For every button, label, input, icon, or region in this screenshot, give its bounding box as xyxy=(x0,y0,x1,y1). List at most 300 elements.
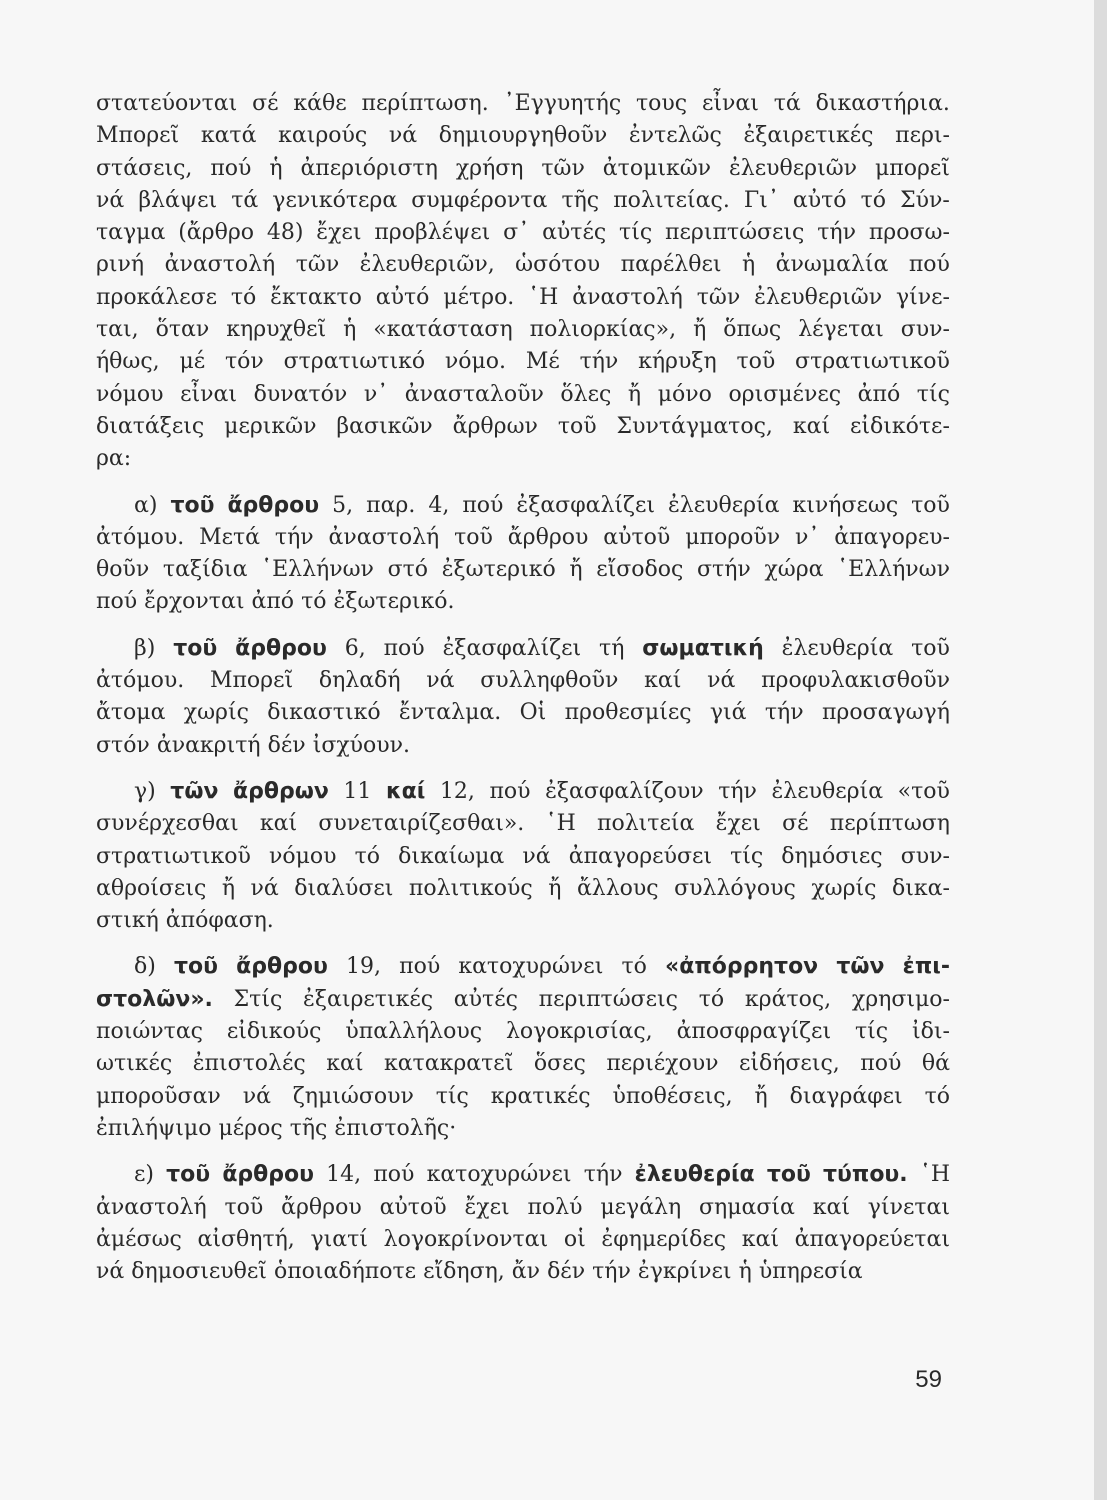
word xyxy=(281,1192,362,1224)
text-run: ἀνασταλοῦν xyxy=(404,381,544,407)
text-run: κήρυξη xyxy=(638,349,717,375)
word xyxy=(530,314,676,346)
text-line xyxy=(96,586,950,618)
text-run: μεγάλη xyxy=(600,1194,682,1220)
word xyxy=(300,153,437,185)
text-run: ᾽Εγγυητής xyxy=(503,91,622,116)
text-run: παρ. xyxy=(366,492,416,518)
text-run: Γι᾽ xyxy=(743,187,779,213)
word xyxy=(512,1256,540,1288)
word xyxy=(793,490,899,522)
word xyxy=(386,776,425,808)
text-run: νά xyxy=(242,1083,271,1109)
word xyxy=(860,1048,901,1080)
text-run: 19, xyxy=(345,954,381,980)
word xyxy=(823,1159,908,1191)
word xyxy=(301,586,326,618)
text-run: δικα- xyxy=(892,875,950,901)
word xyxy=(170,776,218,808)
text-run: αἰσθητή, xyxy=(197,1226,295,1252)
bold-text: στολῶν». xyxy=(96,986,213,1012)
text-line xyxy=(96,1113,950,1145)
text-run: τῶν xyxy=(696,284,741,310)
text-line xyxy=(96,490,950,522)
text-run: ὅσες xyxy=(533,1051,586,1077)
word xyxy=(697,282,740,314)
word xyxy=(580,346,619,378)
text-run: σέ xyxy=(252,91,279,116)
word xyxy=(157,730,261,762)
word xyxy=(560,379,611,411)
text-run: διαλύσει xyxy=(294,875,394,901)
word xyxy=(231,185,258,217)
text-run: ἐξαιρετικές xyxy=(743,123,874,149)
text-run: ἐπιστολές xyxy=(192,1051,306,1077)
word xyxy=(193,1048,306,1080)
word xyxy=(366,490,415,522)
text-run: «τοῦ xyxy=(897,778,950,804)
word xyxy=(384,1224,549,1256)
word xyxy=(134,633,155,665)
text-run: ἡ xyxy=(738,1259,752,1285)
word xyxy=(254,379,348,411)
word xyxy=(739,1048,840,1080)
paragraph xyxy=(96,776,950,937)
word xyxy=(813,1192,850,1224)
text-run: καιρούς xyxy=(278,123,368,149)
text-run: ἤ xyxy=(548,875,562,901)
text-run: τόν xyxy=(224,349,264,375)
word xyxy=(316,217,361,249)
text-run: αθροίσεις xyxy=(96,875,207,901)
text-run: ἀπαγορευ- xyxy=(834,524,950,550)
word xyxy=(782,633,894,665)
word xyxy=(600,1192,681,1224)
text-run: ἀτόμου. xyxy=(96,524,185,550)
word xyxy=(96,522,184,554)
text-run: συλληφθοῦν xyxy=(480,668,619,694)
text-run: νόμου xyxy=(268,843,337,869)
text-run: Μπορεῖ xyxy=(96,123,180,149)
word xyxy=(284,346,426,378)
text-run: προθεσμίες xyxy=(564,700,692,726)
text-run: στό xyxy=(387,557,429,583)
text-run: 12, xyxy=(439,778,475,804)
word xyxy=(922,1048,950,1080)
word xyxy=(855,1016,888,1048)
text-run: πού xyxy=(462,492,504,518)
text-run: δέν xyxy=(547,1259,586,1285)
word xyxy=(869,217,950,249)
bold-text: ἄρθρου xyxy=(236,954,328,980)
text-run: στρατιωτικοῦ xyxy=(96,843,251,869)
text-run: συλλόγους xyxy=(674,875,796,901)
text-run: τοῦ xyxy=(911,635,950,661)
text-run: μερικῶν xyxy=(224,413,317,439)
text-run: νόμου xyxy=(96,381,164,407)
page-number: 59 xyxy=(915,1366,942,1393)
text-run: ορισμένες xyxy=(728,381,842,407)
word xyxy=(210,153,251,185)
word xyxy=(293,88,346,120)
text-run: αὐτές xyxy=(542,220,607,246)
text-run: ἐλευθεριῶν, xyxy=(359,252,495,278)
word xyxy=(423,1256,505,1288)
text-run: ἄρθρων xyxy=(452,413,538,439)
word xyxy=(201,120,257,152)
word xyxy=(334,586,455,618)
word xyxy=(911,633,950,665)
text-run: ἐξασφαλίζει xyxy=(442,635,582,661)
text-run: ἐξαιρετικές xyxy=(303,986,434,1012)
text-run: γ) xyxy=(134,778,156,804)
text-run: σ᾽ xyxy=(503,220,530,246)
text-run: ἔχει xyxy=(316,220,362,246)
word xyxy=(759,1256,863,1288)
word xyxy=(561,185,599,217)
text-run: ἄτομα xyxy=(96,700,166,726)
word xyxy=(774,88,801,120)
word xyxy=(96,249,144,281)
text-run: ε) xyxy=(134,1162,154,1188)
text-run: συμφέροντα xyxy=(411,187,548,213)
text-run: οἱ xyxy=(563,1226,586,1252)
text-run: πολιτείας. xyxy=(613,187,730,213)
word xyxy=(274,1256,416,1288)
text-run: 48) xyxy=(266,220,304,246)
word xyxy=(261,554,374,586)
text-line xyxy=(96,905,950,937)
text-run: ἔνταλμα. xyxy=(398,700,502,726)
word xyxy=(267,697,380,729)
text-run: περι- xyxy=(895,123,950,149)
text-run: προσω- xyxy=(868,220,950,246)
word xyxy=(373,1159,414,1191)
word xyxy=(628,379,641,411)
text-run: τήν xyxy=(764,700,804,726)
word xyxy=(436,1081,469,1113)
text-run: καί xyxy=(741,1226,779,1252)
word xyxy=(231,282,256,314)
text-run: δικαίωμα xyxy=(398,843,505,869)
text-run: χρησιμο- xyxy=(851,986,950,1012)
word xyxy=(710,697,747,729)
text-run: διαγράφει xyxy=(789,1083,903,1109)
word xyxy=(96,554,149,586)
word xyxy=(548,873,561,905)
word xyxy=(603,522,670,554)
text-run: ἤ xyxy=(569,557,583,583)
word xyxy=(355,841,380,873)
text-run: ἐξασφαλίζουν xyxy=(545,778,704,804)
text-run: αὐτό xyxy=(375,284,430,310)
word xyxy=(442,554,556,586)
text-run: ται, xyxy=(96,317,139,343)
word xyxy=(895,120,950,152)
text-run: κατακρατεῖ xyxy=(383,1051,514,1077)
word xyxy=(199,522,260,554)
bold-text: ἄρθρου xyxy=(227,492,320,518)
text-line xyxy=(96,633,950,665)
word xyxy=(293,1081,414,1113)
text-run: κρατικές xyxy=(490,1083,591,1109)
text-run: πού xyxy=(908,252,950,278)
text-run: ἔκτακτο xyxy=(270,284,362,310)
word xyxy=(384,633,425,665)
word xyxy=(374,217,490,249)
text-line xyxy=(96,1016,950,1048)
word xyxy=(665,951,818,983)
word xyxy=(642,633,763,665)
word xyxy=(96,314,139,346)
text-run: περιπτώσεις xyxy=(665,220,805,246)
text-run: κατοχυρώνει xyxy=(426,1162,572,1188)
word xyxy=(234,984,283,1016)
text-run: τήν xyxy=(583,1162,623,1188)
text-run: τῆς xyxy=(561,187,600,213)
word xyxy=(767,1159,811,1191)
word xyxy=(718,776,757,808)
word xyxy=(577,873,659,905)
text-line xyxy=(96,522,950,554)
text-run: τά xyxy=(773,91,801,116)
text-run: ἄρθρου xyxy=(507,524,589,550)
word xyxy=(210,665,293,697)
word xyxy=(462,490,503,522)
text-run: ῾Η xyxy=(919,1162,950,1188)
text-run: ταξίδια xyxy=(162,557,248,583)
text-run: ἔρχονται xyxy=(144,589,245,615)
text-run: ζημιώσουν xyxy=(292,1083,414,1109)
text-line xyxy=(96,730,950,762)
word xyxy=(96,586,137,618)
word xyxy=(96,905,159,937)
word xyxy=(96,153,192,185)
text-run: τό xyxy=(698,986,725,1012)
word xyxy=(699,1192,795,1224)
word xyxy=(290,1113,328,1145)
text-run: ἀπό xyxy=(251,589,295,615)
text-run: νά xyxy=(250,875,279,901)
word xyxy=(364,379,388,411)
word xyxy=(817,217,856,249)
text-run: τοῦ xyxy=(911,492,950,518)
word xyxy=(456,153,524,185)
text-run: ἀπαγορεύεται xyxy=(794,1226,950,1252)
text-run: στάσεις, xyxy=(96,155,193,181)
text-run: λέγεται xyxy=(798,317,884,343)
word xyxy=(294,873,393,905)
text-run: θά xyxy=(921,1051,950,1077)
text-run: τίς xyxy=(916,381,950,407)
text-run: ἀπεριόριστη xyxy=(300,155,438,181)
word xyxy=(837,554,950,586)
word xyxy=(180,379,237,411)
word xyxy=(166,905,274,937)
text-run: ρα: xyxy=(96,446,132,472)
word xyxy=(776,249,889,281)
word xyxy=(596,554,683,586)
word xyxy=(739,1256,752,1288)
word xyxy=(911,490,950,522)
bold-text: ἄρθρων xyxy=(233,778,329,804)
word xyxy=(270,282,362,314)
word xyxy=(619,217,652,249)
word xyxy=(134,776,156,808)
word xyxy=(443,282,514,314)
text-run: τό xyxy=(924,1083,950,1109)
word xyxy=(96,282,217,314)
word xyxy=(269,841,337,873)
text-line xyxy=(96,185,950,217)
text-run: ἀνωμαλία xyxy=(775,252,889,278)
text-run: γίνε- xyxy=(895,284,950,310)
text-run: συν- xyxy=(900,317,950,343)
word xyxy=(439,120,607,152)
word xyxy=(834,522,950,554)
text-run: διατάξεις xyxy=(96,413,205,439)
word xyxy=(516,490,655,522)
word xyxy=(362,88,489,120)
word xyxy=(629,120,722,152)
word xyxy=(275,522,314,554)
word xyxy=(96,443,131,475)
text-run: ἀναστολή xyxy=(164,252,276,278)
bold-text: ἄρθρου xyxy=(235,635,327,661)
bold-text: τοῦ xyxy=(173,635,218,661)
word xyxy=(736,346,775,378)
word xyxy=(716,808,761,840)
text-run: στατεύονται xyxy=(96,91,238,116)
word xyxy=(96,379,164,411)
text-run: ἔχει xyxy=(464,1194,510,1220)
text-run: τοῦ xyxy=(454,524,493,550)
text-run: ἐγκρίνει xyxy=(637,1259,732,1285)
body-text xyxy=(96,88,950,1288)
text-line xyxy=(96,873,950,905)
bold-text: ἐπι- xyxy=(902,954,950,980)
text-run: βασικῶν xyxy=(336,413,433,439)
text-run: εἰδικότε- xyxy=(850,413,950,439)
word xyxy=(326,1159,361,1191)
text-run: χωρίς xyxy=(811,875,877,901)
text-line xyxy=(96,217,950,249)
text-run: τήν xyxy=(579,349,619,375)
word xyxy=(613,1081,733,1113)
word xyxy=(868,1192,950,1224)
word xyxy=(545,776,704,808)
text-run: πού xyxy=(383,635,425,661)
text-run: ἀπόφαση. xyxy=(165,908,274,934)
paragraph-gap xyxy=(96,619,950,633)
text-run: πολιτικούς xyxy=(408,875,533,901)
text-run: στική xyxy=(96,908,159,934)
word xyxy=(508,522,589,554)
text-run: μέ xyxy=(179,349,206,375)
text-run: μέρος xyxy=(218,1115,283,1141)
text-run: ἐξωτερικό xyxy=(441,557,556,583)
text-run: θοῦν xyxy=(96,557,150,583)
text-run: γιά xyxy=(709,700,747,726)
word xyxy=(318,808,524,840)
text-run: πολιορκίας», xyxy=(529,317,677,343)
text-run: κινήσεως xyxy=(792,492,899,518)
word xyxy=(388,554,428,586)
word xyxy=(526,346,560,378)
text-run: νά xyxy=(96,187,125,213)
text-run: πού xyxy=(373,1162,415,1188)
text-run: ἔχει xyxy=(715,811,761,837)
text-run: εἰδήσεις, xyxy=(738,1051,840,1077)
word xyxy=(601,1224,726,1256)
bold-text: σωματική xyxy=(642,635,764,661)
text-line xyxy=(96,1192,950,1224)
text-run: περιέχουν xyxy=(606,1051,719,1077)
text-run: μποροῦσαν xyxy=(96,1083,221,1109)
text-line xyxy=(96,153,950,185)
word xyxy=(343,776,371,808)
text-run: κατά xyxy=(200,123,257,149)
word xyxy=(697,554,751,586)
text-run: δημοσιευθεῖ xyxy=(131,1259,267,1285)
text-line xyxy=(96,1224,950,1256)
text-line xyxy=(96,120,950,152)
text-run: Σύν- xyxy=(900,187,950,213)
word xyxy=(272,185,397,217)
text-run: τίς xyxy=(619,220,653,246)
bold-text: τῶν xyxy=(836,954,885,980)
word xyxy=(793,411,830,443)
word xyxy=(227,1016,322,1048)
text-run: σέ xyxy=(782,811,809,837)
text-line xyxy=(96,411,950,443)
word xyxy=(225,1192,264,1224)
text-run: τίς xyxy=(854,1019,889,1045)
word xyxy=(528,282,558,314)
text-line xyxy=(96,282,950,314)
word xyxy=(790,1081,903,1113)
word xyxy=(613,185,730,217)
word xyxy=(728,379,841,411)
bold-text: «ἀπόρρητον xyxy=(665,954,819,980)
paragraph-gap xyxy=(96,1145,950,1159)
text-run: ἀμέσως xyxy=(96,1226,182,1252)
text-line xyxy=(96,443,950,475)
word xyxy=(603,153,711,185)
word xyxy=(96,346,160,378)
word xyxy=(96,217,165,249)
text-run: ἀναστολή xyxy=(96,1194,207,1220)
word xyxy=(903,951,950,983)
text-run: πολύ xyxy=(527,1194,583,1220)
text-run: τῶν xyxy=(541,155,585,181)
word xyxy=(134,951,156,983)
word xyxy=(303,984,433,1016)
text-run: τήν xyxy=(718,778,757,804)
word xyxy=(685,522,780,554)
text-run: ἡ xyxy=(741,252,756,278)
word xyxy=(96,88,237,120)
word xyxy=(260,808,297,840)
text-run: τήν xyxy=(592,1259,631,1285)
text-line xyxy=(96,314,950,346)
word xyxy=(464,1192,509,1224)
word xyxy=(405,379,544,411)
text-run: τό xyxy=(301,589,327,615)
text-run: προσαγωγή xyxy=(821,700,950,726)
text-run: περίπτωση. xyxy=(361,91,489,116)
word xyxy=(96,697,165,729)
